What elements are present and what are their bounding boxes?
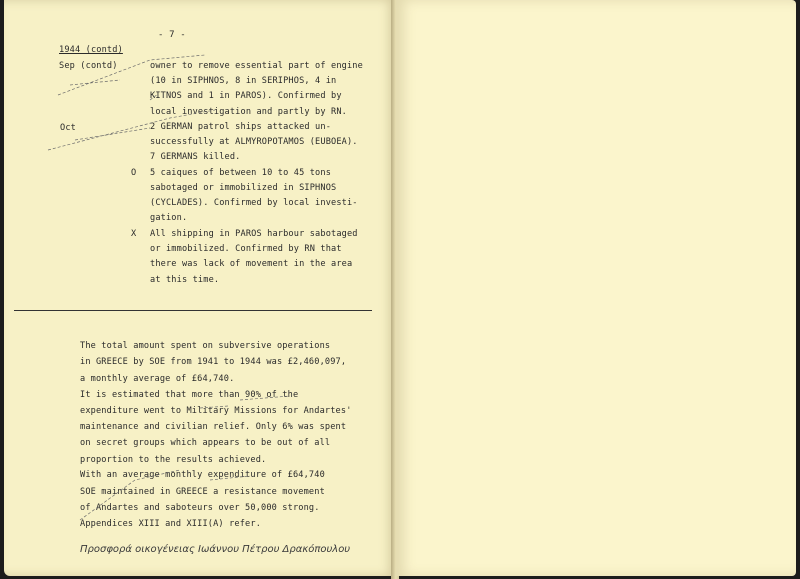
entry-marker: O — [131, 168, 137, 178]
summary-line: a monthly average of £64,740. — [80, 374, 235, 384]
year-heading: 1944 (contd) — [59, 45, 123, 55]
entry-line: owner to remove essential part of engine — [150, 61, 363, 71]
entry-line: 5 caiques of between 10 to 45 tons — [150, 168, 332, 178]
entry-line: (CYCLADES). Confirmed by local investi- — [150, 198, 358, 208]
summary-line: With an average monthly expenditure of £64,740 — [80, 470, 325, 480]
entry-line: (10 in SIPHNOS, 8 in SERIPHOS, 4 in — [150, 76, 337, 86]
entry-line: sabotaged or immobilized in SIPHNOS — [150, 183, 337, 193]
summary-line: expenditure went to Military Missions for Andartes' — [80, 406, 352, 416]
entry-line: there was lack of movement in the area — [150, 259, 353, 269]
summary-line: Appendices XIII and XIII(A) refer. — [80, 519, 262, 529]
summary-line: SOE maintained in GREECE a resistance movement — [80, 487, 325, 497]
entry-line: 2 GERMAN patrol ships attacked un- — [150, 122, 332, 132]
summary-line: maintenance and civilian relief. Only 6% was spent — [80, 422, 347, 432]
entry-line: or immobilized. Confirmed by RN that — [150, 244, 342, 254]
summary-line: on secret groups which appears to be out of all — [80, 438, 331, 448]
month-label-oct: Oct — [60, 123, 76, 133]
donation-caption: Προσφορά οικογένειας Ιωάννου Πέτρου Δρακόπουλου — [80, 544, 351, 555]
page-number: - 7 - — [158, 30, 186, 40]
summary-line: of Andartes and saboteurs over 50,000 strong. — [80, 503, 320, 513]
entry-line: KITNOS and 1 in PAROS). Confirmed by — [150, 91, 342, 101]
entry-line: at this time. — [150, 275, 220, 285]
right-page-blank — [396, 0, 796, 576]
summary-line: It is estimated that more than 90% of the — [80, 390, 299, 400]
summary-line: in GREECE by SOE from 1941 to 1944 was £2,460,097, — [80, 357, 347, 367]
entry-line: gation. — [150, 213, 188, 223]
entry-line: 7 GERMANS killed. — [150, 152, 241, 162]
pencil-annotations — [0, 0, 392, 579]
entry-line: local investigation and partly by RN. — [150, 107, 347, 117]
entry-line: All shipping in PAROS harbour sabotaged — [150, 229, 358, 239]
summary-line: proportion to the results achieved. — [80, 455, 267, 465]
summary-line: The total amount spent on subversive operations — [80, 341, 331, 351]
entry-marker: X — [131, 229, 137, 239]
entry-line: successfully at ALMYROPOTAMOS (EUBOEA). — [150, 137, 358, 147]
month-label-sep: Sep (contd) — [59, 61, 118, 71]
